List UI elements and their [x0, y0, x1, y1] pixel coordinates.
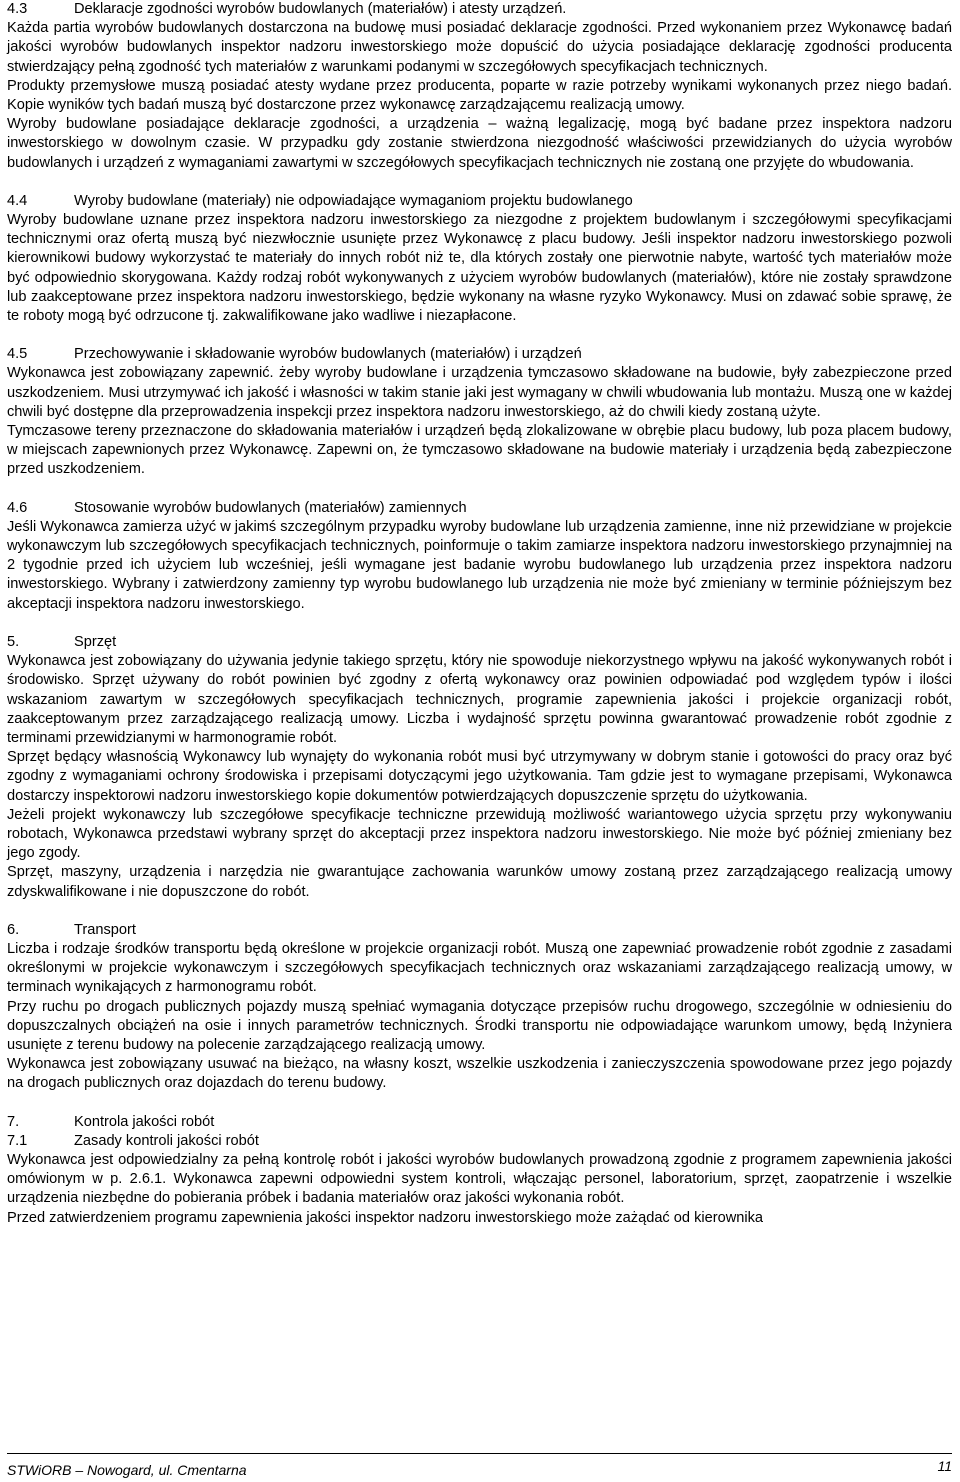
- paragraph: Wyroby budowlane uznane przez inspektora nadzoru inwestorskiego za niezgodne z projektem budowlanym i szczegółowymi specyfikacjami technicznymi oraz ofertą muszą być niezwłocznie usunięte przez Wykonawcę z placu budowy. Jeśli inspektor nadzoru inwestorskiego pozwoli kierownikowi budowy wykorzystać te materiały do innych robót niż te, dla których zostały one pierwotnie nabyte, wartość tych materiałów może być odpowiednio skorygowana. Każdy rodzaj robót wykonywanych z użyciem wyrobów budowlanych (materiałów), które nie zostały sprawdzone lub zaakceptowane przez inspektora nadzoru inwestorskiego, będzie wykonany na własne ryzyko Wykonawcy. Musi on zdawać sobie sprawę, że te roboty mogą być odrzucone tj. zakwalifikowane jako wadliwe i niezapłacone.: [7, 212, 952, 325]
- section-heading-6: [7, 921, 952, 940]
- section-heading-4-5: [7, 345, 952, 364]
- paragraph: Jeśli Wykonawca zamierza użyć w jakimś szczególnym przypadku wyroby budowlane lub urządzenia zamienne, inne niż przewidziane w projekcie wykonawczym lub szczegółowych specyfikacjach technicznych, poinformuje o takim zamiarze inspektora nadzoru inwestorskiego przynajmniej na 2 tygodnie przed ich użyciem lub wcześniej, jeśli wymagane jest badanie wyrobu budowlanego lub urządzenia przez inspektora nadzoru inwestorskiego. Wybrany i zatwierdzony zamienny typ wyrobu budowlanego lub urządzenia nie może być zmieniany w terminie późniejszym bez akceptacji inspektora nadzoru inwestorskiego.: [7, 518, 952, 612]
- spacer: [7, 902, 952, 921]
- paragraph: Sprzęt, maszyny, urządzenia i narzędzia nie gwarantujące zachowania warunków umowy zostaną przez zarządzającego realizacją umowy zdyskwalifikowane i nie dopuszczone do robót.: [7, 864, 952, 900]
- heading-number: 6.: [7, 921, 20, 938]
- spacer: [7, 326, 952, 345]
- heading-number: 4.5: [7, 346, 28, 363]
- heading-title: Sprzęt: [74, 633, 117, 650]
- paragraph: Produkty przemysłowe muszą posiadać atesty wydane przez producenta, poparte w razie potrzeby wynikami wykonanych przez niego badań. Kopie wyników tych badań muszą być dostarczone przez wykonawcę zarządzającemu realizacją umowy.: [7, 77, 952, 114]
- heading-title: Wyroby budowlane (materiały) nie odpowiadające wymaganiom projektu budowlanego: [74, 192, 633, 209]
- section-heading-7-1: [7, 1132, 952, 1151]
- spacer: [7, 1094, 952, 1113]
- document-body: [7, 0, 952, 1228]
- paragraph: Przy ruchu po drogach publicznych pojazdy muszą spełniać wymagania dotyczące przepisów ruchu drogowego, szczególnie w odniesieniu do dopuszczalnych obciążeń na osie i innych parametrów technicznych. Środki transportu nie odpowiadające warunkom umowy, będą Inżyniera usunięte z terenu budowy na polecenie zarządzającego realizacją umowy.: [7, 998, 952, 1053]
- heading-number: 4.4: [7, 192, 28, 209]
- paragraph: Wykonawca jest odpowiedzialny za pełną kontrolę robót i jakości wyrobów budowlanych prowadzoną zgodnie z programem zapewnienia jakości omówionym w p. 2.6.1. Wykonawca zapewni odpowiedni system kontroli, włączając personel, laboratorium, sprzęt, zaopatrzenie i wszelkie urządzenia niezbędne do pobierania próbek i badania materiałów oraz jakości wykonania robót.: [7, 1151, 952, 1207]
- section-heading-5: [7, 633, 952, 652]
- section-heading-4-6: [7, 499, 952, 518]
- spacer: [7, 173, 952, 192]
- paragraph: Wyroby budowlane posiadające deklaracje zgodności, a urządzenia – ważną legalizację, mogą być badane przez inspektora nadzoru inwestorskiego w dowolnym czasie. W przypadku gdy zostanie stwierdzona niezgodność właściwości przewidzianych do użycia wyrobów budowlanych i urządzeń z wymaganiami zawartymi w szczegółowych specyfikacjach technicznych nie zostaną one przyjęte do wbudowania.: [7, 116, 952, 171]
- paragraph: Liczba i rodzaje środków transportu będą określone w projekcie organizacji robót. Muszą one zapewniać prowadzenie robót zgodnie z zasadami określonymi w projekcie wykonawczym i szczegółowych specyfikacjach technicznych oraz wskazaniami zarządzającego realizacją umowy, w terminach wynikających z harmonogramu robót.: [7, 940, 952, 996]
- heading-number: 7.1: [7, 1132, 28, 1149]
- page-number: 11: [937, 1458, 952, 1474]
- heading-title: Stosowanie wyrobów budowlanych (materiałów) zamiennych: [74, 499, 467, 516]
- paragraph: Wykonawca jest zobowiązany do używania jedynie takiego sprzętu, który nie spowoduje niekorzystnego wpływu na jakość wykonywanych robót i środowisko. Sprzęt używany do robót powinien być zgodny z ofertą wykonawcy oraz powinien odpowiadać pod względem typów i ilości wskazaniom zawartym w szczegółowych specyfikacjach technicznych, programie zapewnienia jakości i projekcie organizacji robót, zaakceptowanym przez zarządzającego realizacją umowy. Liczba i wydajność sprzętu powinna gwarantować prowadzenie robót zgodnie z terminami przewidzianymi w harmonogramie robót.: [7, 653, 952, 746]
- heading-title: Kontrola jakości robót: [74, 1113, 215, 1130]
- heading-number: 5.: [7, 633, 20, 650]
- heading-title: Zasady kontroli jakości robót: [74, 1132, 259, 1149]
- paragraph: Tymczasowe tereny przeznaczone do składowania materiałów i urządzeń będą zlokalizowane w obrębie placu budowy, lub poza placem budowy, w miejscach zapewnionych przez Wykonawcę. Zapewni on, że tymczasowo składowane na budowie materiały i urządzenia będą zabezpieczone przed uszkodzeniem.: [7, 423, 952, 478]
- spacer: [7, 614, 952, 633]
- paragraph: Sprzęt będący własnością Wykonawcy lub wynajęty do wykonania robót musi być utrzymywany w dobrym stanie i gotowości do pracy oraz być zgodny z wymaganiami ochrony środowiska i przepisami dotyczącymi jego użytkowania. Tam gdzie jest to wymagane przepisami, Wykonawca dostarczy inspektorowi nadzoru inwestorskiego kopie dokumentów potwierdzających dopuszczenie sprzętu do użytkowania.: [7, 749, 952, 804]
- heading-title: Przechowywanie i składowanie wyrobów budowlanych (materiałów) i urządzeń: [74, 346, 582, 363]
- paragraph: Jeżeli projekt wykonawczy lub szczegółowe specyfikacje techniczne przewidują możliwość wariantowego użycia sprzętu przy wykonywaniu robotach, Wykonawca przedstawi wybrany sprzęt do akceptacji przez inspektora nadzoru inwestorskiego. Nie może być później zmieniany bez jego zgody.: [7, 806, 952, 862]
- paragraph: Wykonawca jest zobowiązany zapewnić. żeby wyroby budowlane i urządzenia tymczasowo składowane na budowie, były zabezpieczone przed uszkodzeniem. Musi utrzymywać ich jakość i własności w takim stanie jaki jest wymagany w chwili wbudowania lub montażu. Muszą one w każdej chwili być dostępne dla przeprowadzenia inspekcji przez inspektora nadzoru inwestorskiego, aż do chwili kiedy zostaną użyte.: [7, 365, 952, 420]
- paragraph: Przed zatwierdzeniem programu zapewnienia jakości inspektor nadzoru inwestorskiego może zażądać od kierownika: [7, 1209, 764, 1226]
- section-heading-4-4: [7, 192, 952, 211]
- paragraph: Każda partia wyrobów budowlanych dostarczona na budowę musi posiadać deklaracje zgodności. Przed wykonaniem przez Wykonawcę badań jakości wyrobów budowlanych inspektor nadzoru inwestorskiego może dopuścić do użycia posiadające deklarację zgodności producenta stwierdzający pełną zgodność tych materiałów z warunkami podanymi w szczegółowych specyfikacjach technicznych.: [7, 20, 952, 75]
- page-footer: [7, 1453, 952, 1478]
- section-heading-4-3: [7, 0, 952, 19]
- paragraph: Wykonawca jest zobowiązany usuwać na bieżąco, na własny koszt, wszelkie uszkodzenia i zanieczyszczenia spowodowane przez jego pojazdy na drogach publicznych oraz dojazdach do terenu budowy.: [7, 1056, 952, 1092]
- heading-title: Transport: [74, 921, 136, 938]
- section-heading-7: [7, 1113, 952, 1132]
- heading-title: Deklaracje zgodności wyrobów budowlanych (materiałów) i atesty urządzeń.: [74, 1, 567, 17]
- footer-document-title: STWiORB – Nowogard, ul. Cmentarna: [7, 1462, 247, 1478]
- heading-number: 4.3: [7, 1, 28, 17]
- heading-number: 4.6: [7, 499, 28, 516]
- spacer: [7, 480, 952, 499]
- heading-number: 7.: [7, 1113, 20, 1130]
